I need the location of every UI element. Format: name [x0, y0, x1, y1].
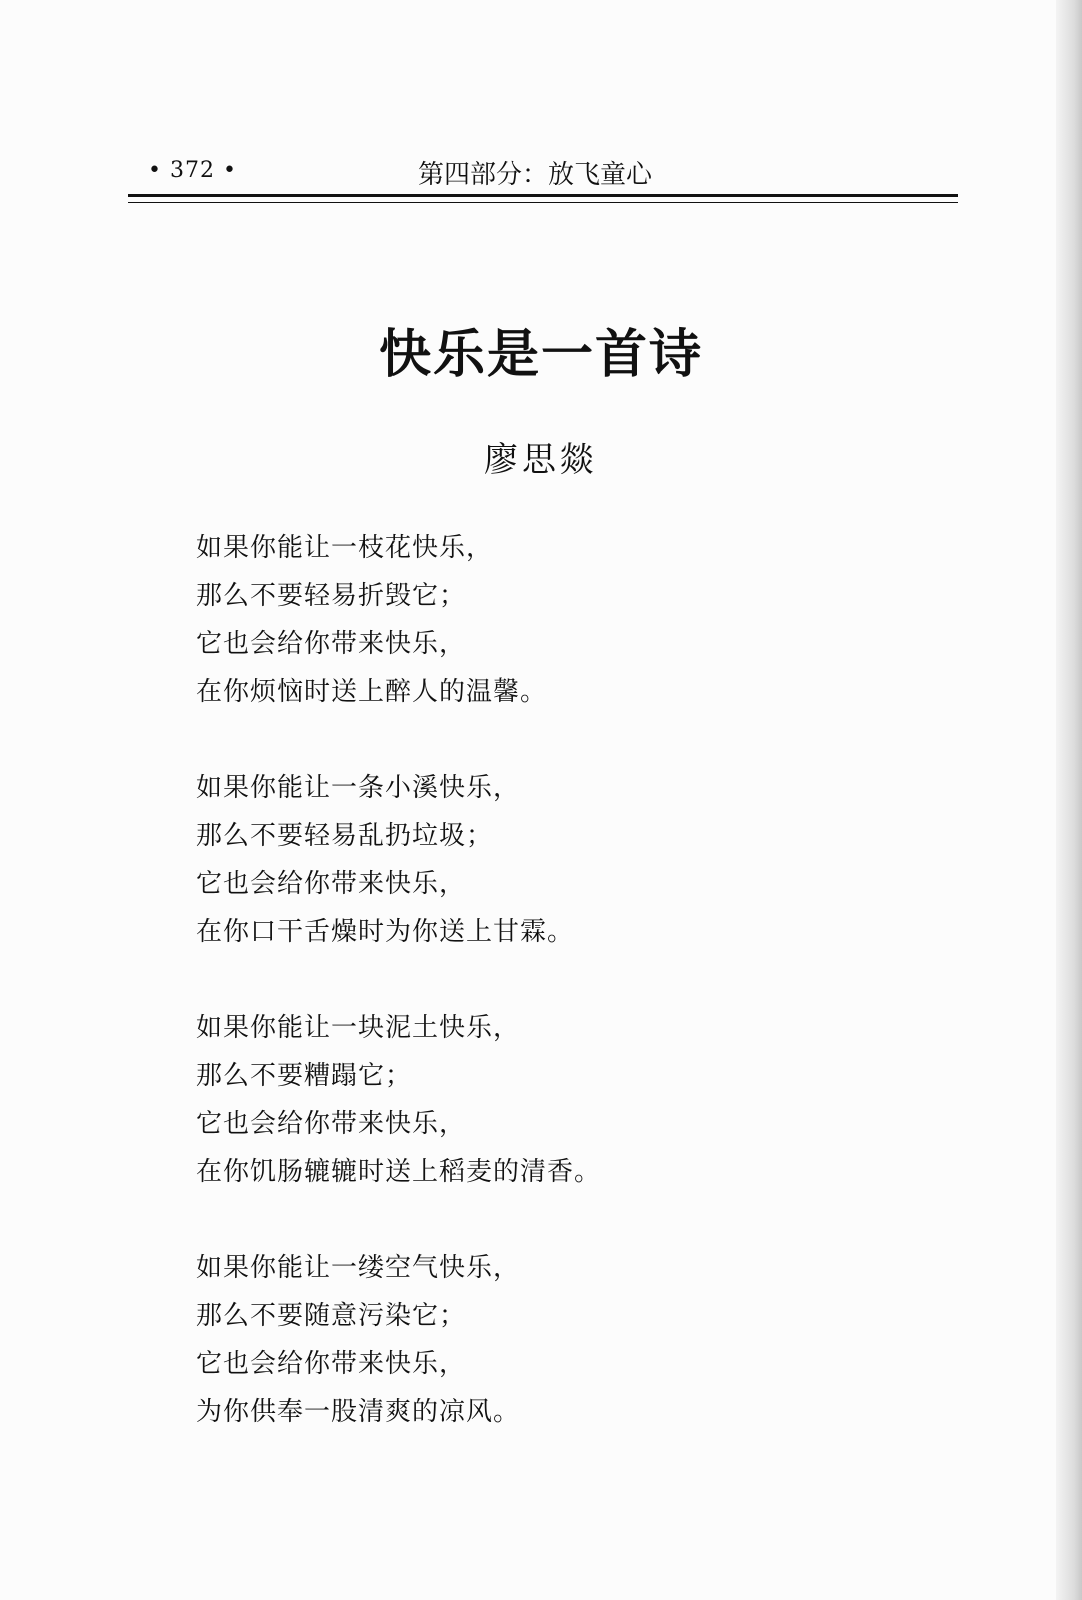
poem-line: 如果你能让一块泥土快乐，	[196, 1013, 521, 1043]
stanza-3	[196, 1004, 896, 1196]
poem-line: 为你供奉一股清爽的凉风。	[196, 1397, 521, 1427]
stanza-1	[196, 524, 896, 716]
header-rule-thin	[128, 202, 958, 203]
page-number: • 372 •	[148, 158, 237, 183]
poem-line: 在你口干舌燥时为你送上甘霖。	[196, 917, 575, 947]
header-rule-thick	[128, 194, 958, 197]
poem-line: 如果你能让一缕空气快乐，	[196, 1253, 521, 1283]
poem-line: 如果你能让一条小溪快乐，	[196, 773, 521, 803]
poem-line: 那么不要随意污染它；	[196, 1301, 467, 1331]
poem-line: 它也会给你带来快乐，	[196, 1349, 467, 1379]
poem-line: 如果你能让一枝花快乐，	[196, 533, 494, 563]
poem-line: 在你烦恼时送上醉人的温馨。	[196, 677, 548, 707]
poem-line: 它也会给你带来快乐，	[196, 629, 467, 659]
page-edge-shadow	[1056, 0, 1082, 1600]
poem-line: 那么不要轻易乱扔垃圾；	[196, 821, 494, 851]
poem-author: 廖思燚	[484, 440, 598, 480]
poem-line: 它也会给你带来快乐，	[196, 1109, 467, 1139]
poem-body	[196, 524, 896, 1484]
poem-line: 它也会给你带来快乐，	[196, 869, 467, 899]
poem-title: 快乐是一首诗	[378, 324, 703, 385]
poem-line: 那么不要轻易折毁它；	[196, 581, 467, 611]
poem-line: 那么不要糟蹋它；	[196, 1061, 413, 1091]
stanza-2	[196, 764, 896, 956]
running-head	[128, 150, 958, 190]
stanza-4	[196, 1244, 896, 1436]
poem-line: 在你饥肠辘辘时送上稻麦的清香。	[196, 1157, 602, 1187]
section-title: 第四部分：放飞童心	[418, 160, 653, 190]
